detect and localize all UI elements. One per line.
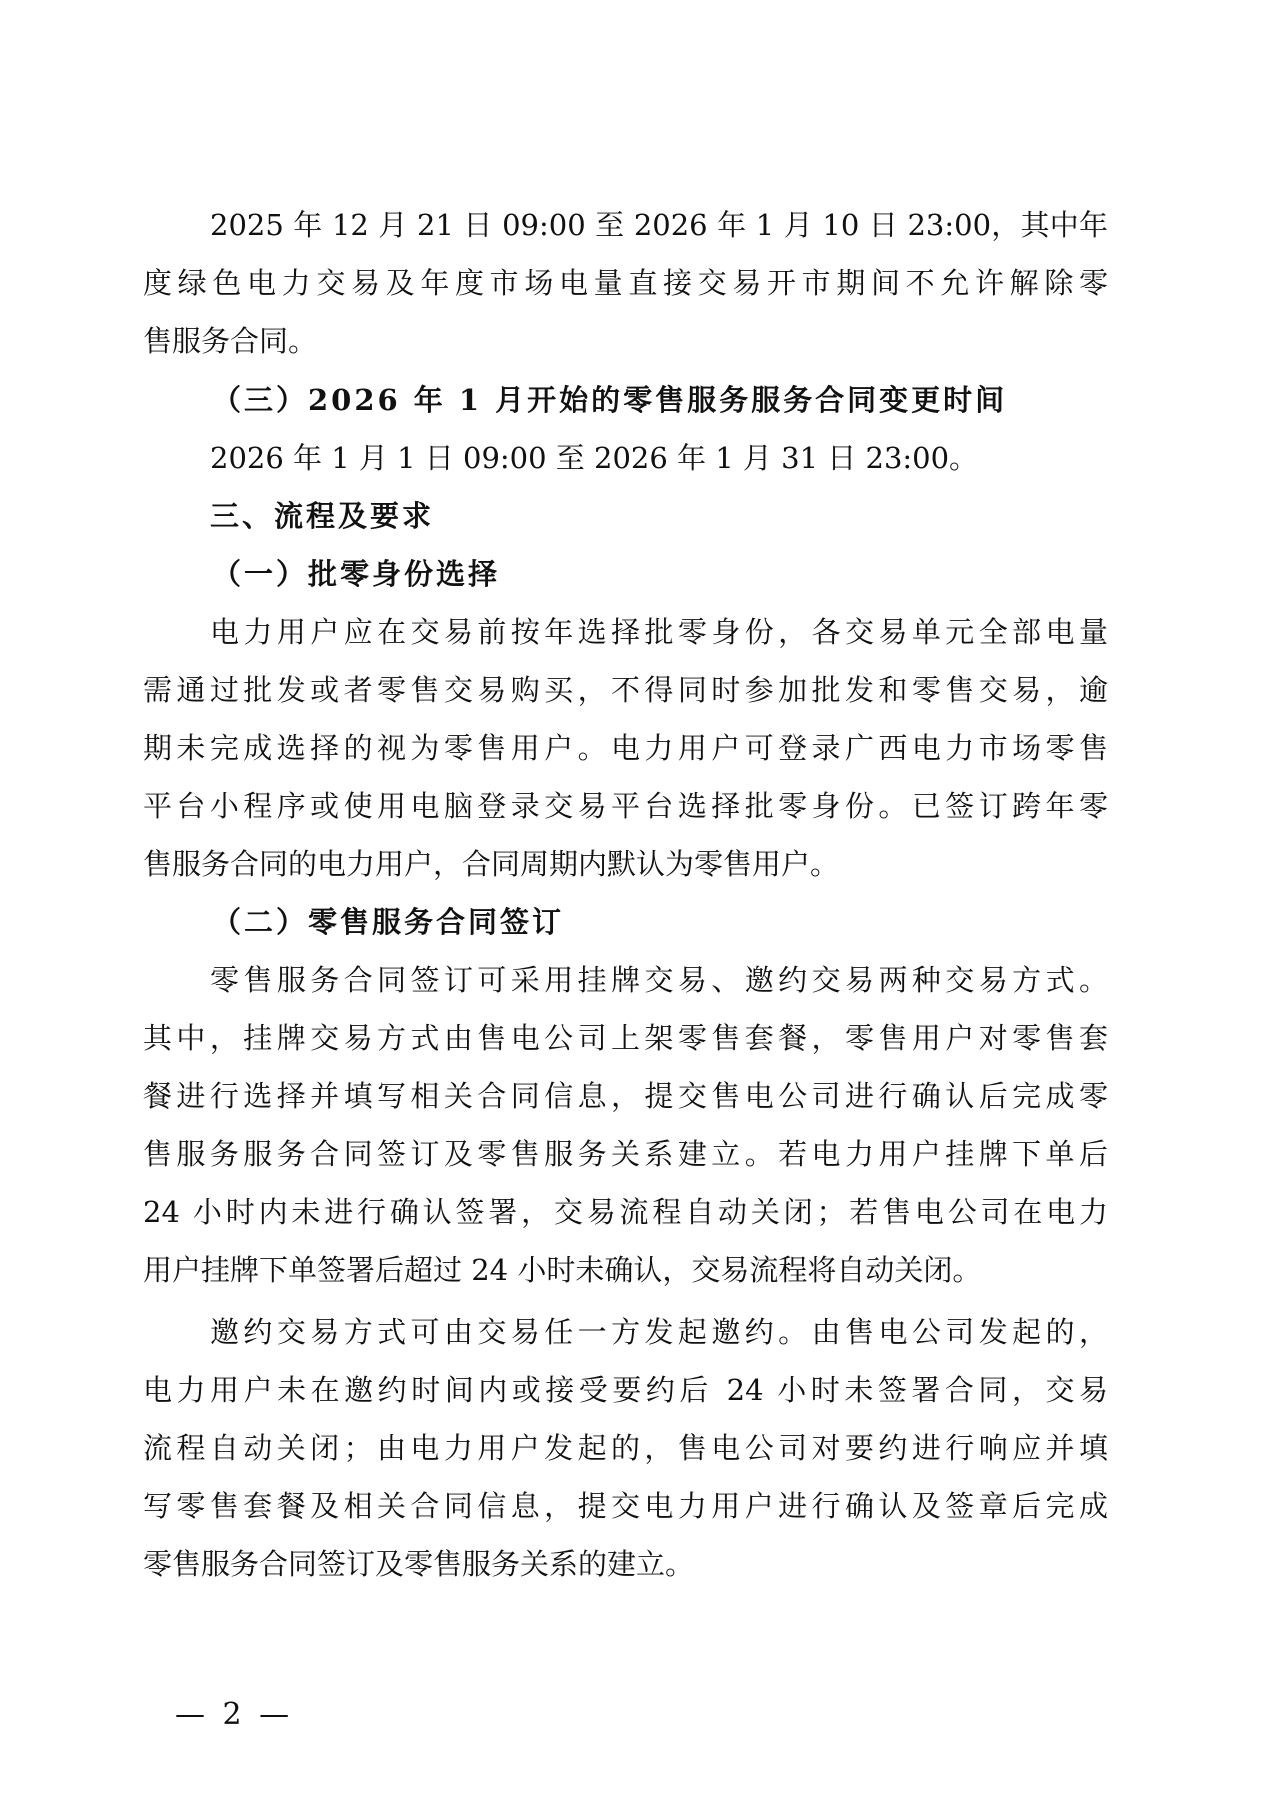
paragraph-line: 其中，挂牌交易方式由售电公司上架零售套餐，零售用户对零售套 [143,1021,1108,1055]
paragraph-line: 流程自动关闭；由电力用户发起的，售电公司对要约进行响应并填 [143,1431,1108,1465]
paragraph-line: 24 小时内未进行确认签署，交易流程自动关闭；若售电公司在电力 [143,1195,1108,1229]
paragraph-line: 2025 年 12 月 21 日 09:00 至 2026 年 1 月 10 日 23:00，其中年 [210,208,1108,242]
section-heading-contract-signing: （二）零售服务合同签订 [212,905,565,939]
paragraph-line: 电力用户应在交易前按年选择批零身份，各交易单元全部电量 [210,615,1108,649]
paragraph-line: 写零售套餐及相关合同信息，提交电力用户进行确认及签章后完成 [143,1489,1108,1523]
paragraph-line: 邀约交易方式可由交易任一方发起邀约。由售电公司发起的， [210,1315,1108,1349]
page-number: — 2 — [175,1697,290,1732]
paragraph-line: 度绿色电力交易及年度市场电量直接交易开市期间不允许解除零 [143,266,1108,300]
paragraph-line: 零售服务合同签订及零售服务关系的建立。 [143,1547,695,1581]
paragraph-line: 期未完成选择的视为零售用户。电力用户可登录广西电力市场零售 [143,731,1108,765]
paragraph-line: 需通过批发或者零售交易购买，不得同时参加批发和零售交易，逾 [143,673,1108,707]
paragraph-line: 零售服务合同签订可采用挂牌交易、邀约交易两种交易方式。 [210,963,1108,997]
paragraph-line: 餐进行选择并填写相关合同信息，提交售电公司进行确认后完成零 [143,1079,1108,1113]
paragraph-line: 平台小程序或使用电脑登录交易平台选择批零身份。已签订跨年零 [143,789,1108,823]
paragraph-line: 售服务合同。 [143,324,318,358]
paragraph-line: 电力用户未在邀约时间内或接受要约后 24 小时未签署合同，交易 [143,1373,1108,1407]
section-heading-change-time: （三）2026 年 1 月开始的零售服务服务合同变更时间 [212,383,1008,417]
paragraph-line: 2026 年 1 月 1 日 09:00 至 2026 年 1 月 31 日 23:00。 [210,441,979,475]
section-heading-identity-selection: （一）批零身份选择 [212,557,501,591]
paragraph-line: 用户挂牌下单签署后超过 24 小时未确认，交易流程将自动关闭。 [143,1253,982,1287]
paragraph-line: 售服务合同的电力用户，合同周期内默认为零售用户。 [143,847,840,881]
paragraph-line: 售服务服务合同签订及零售服务关系建立。若电力用户挂牌下单后 [143,1137,1108,1171]
section-heading-process: 三、流程及要求 [210,499,435,533]
